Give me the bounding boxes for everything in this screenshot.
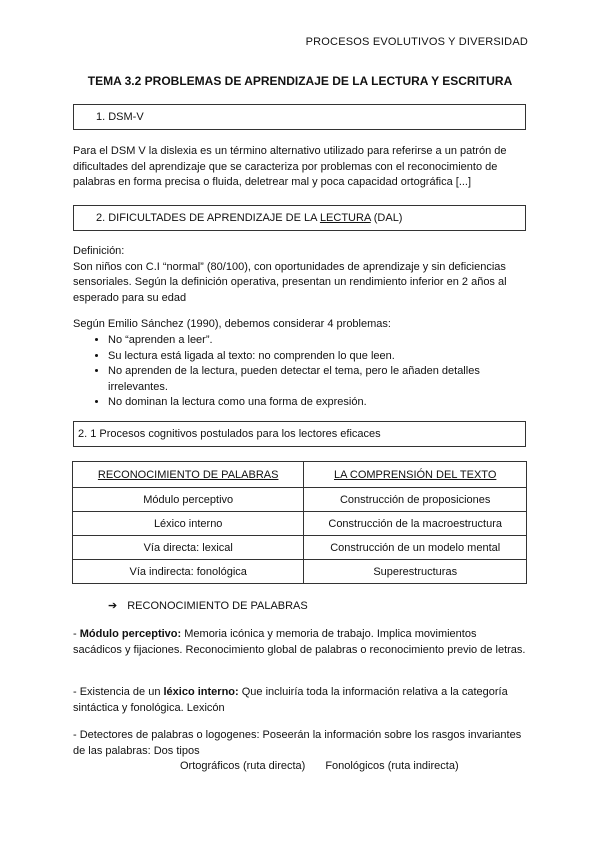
list-item: • No “aprenden a leer”. — [108, 333, 528, 349]
type-ortograficos: Ortográficos (ruta directa) — [180, 760, 306, 772]
modulo-perceptivo-paragraph — [73, 627, 528, 658]
table-cell: Léxico interno — [73, 512, 304, 536]
p2-text: Que incluiría toda la información relativa a la categoría sintáctica y fonológica. Lexicón — [73, 686, 508, 714]
table-cell: Módulo perceptivo — [73, 488, 304, 512]
table-row — [73, 488, 527, 512]
page-title: TEMA 3.2 PROBLEMAS DE APRENDIZAJE DE LA LECTURA Y ESCRITURA — [87, 74, 513, 88]
table-cell: Construcción de la macroestructura — [304, 512, 527, 536]
section-2-heading-box — [73, 205, 526, 231]
table-cell: Vía directa: lexical — [73, 536, 304, 560]
section-2-1-heading: 2. 1 Procesos cognitivos postulados para los lectores eficaces — [78, 428, 381, 440]
table-header: RECONOCIMIENTO DE PALABRAS — [73, 462, 304, 488]
problems-list — [90, 333, 528, 411]
definition-text: Son niños con C.I “normal” (80/100), con oportunidades de aprendizaje y sin deficiencias sensoriales. Según la definición operativa, presentan un rendimiento inferior en 2 años al esperado para su edad — [73, 260, 507, 304]
definition-block — [73, 244, 528, 306]
logogen-types — [180, 760, 459, 772]
table-row — [73, 512, 527, 536]
sanchez-intro: Según Emilio Sánchez (1990), debemos considerar 4 problemas: — [73, 318, 391, 330]
table-cell: Superestructuras — [304, 560, 527, 584]
table-row — [73, 536, 527, 560]
lexico-interno-paragraph — [73, 685, 528, 716]
arrow-right-icon: ➔ — [108, 600, 118, 612]
reconocimiento-heading-text: RECONOCIMIENTO DE PALABRAS — [127, 600, 308, 612]
table-cell: Construcción de un modelo mental — [304, 536, 527, 560]
table-row — [73, 560, 527, 584]
section-2-heading — [96, 212, 402, 224]
p2-bold-term: léxico interno: — [163, 686, 239, 698]
table-cell: Vía indirecta: fonológica — [73, 560, 304, 584]
reconocimiento-heading — [108, 599, 308, 612]
definition-label: Definición: — [73, 245, 125, 257]
list-item: • Su lectura está ligada al texto: no comprenden lo que leen. — [108, 349, 528, 365]
p1-prefix: - — [73, 628, 80, 640]
type-fonologicos: Fonológicos (ruta indirecta) — [325, 760, 459, 772]
table-header-row — [73, 462, 527, 488]
p1-text: Memoria icónica y memoria de trabajo. Implica movimientos sacádicos y fijaciones. Reconocimiento global de palabras o reconocimiento previo de letras. — [73, 628, 526, 656]
section-2-heading-prefix: 2. DIFICULTADES DE APRENDIZAJE DE LA — [96, 212, 320, 224]
logogenes-paragraph: - Detectores de palabras o logogenes: Poseerán la información sobre los rasgos invariantes de las palabras: Dos tipos — [73, 729, 522, 757]
section-2-heading-suffix: (DAL) — [370, 212, 403, 224]
section-1-paragraph: Para el DSM V la dislexia es un término alternativo utilizado para referirse a un patrón de dificultades del aprendizaje que se caracteriza por problemas con el reconocimiento de palabras en forma precisa o fluida, deletrear mal y poca capacidad ortográfica [...] — [73, 145, 507, 188]
p1-bold-term: Módulo perceptivo: — [79, 628, 182, 640]
table-cell: Construcción de proposiciones — [304, 488, 527, 512]
p2-prefix: - Existencia de un — [73, 686, 164, 698]
cognitive-processes-table — [72, 461, 527, 584]
table-header: LA COMPRENSIÓN DEL TEXTO — [304, 462, 527, 488]
list-item: • No aprenden de la lectura, pueden detectar el tema, pero le añaden detalles irrelevantes. — [108, 364, 528, 395]
running-header: PROCESOS EVOLUTIVOS Y DIVERSIDAD — [305, 36, 528, 48]
section-2-1-heading-box — [73, 421, 526, 447]
list-item: • No dominan la lectura como una forma de expresión. — [108, 395, 528, 411]
section-2-heading-underlined: LECTURA — [319, 212, 371, 224]
section-1-heading-box — [73, 104, 526, 130]
section-1-heading: 1. DSM-V — [96, 111, 144, 123]
